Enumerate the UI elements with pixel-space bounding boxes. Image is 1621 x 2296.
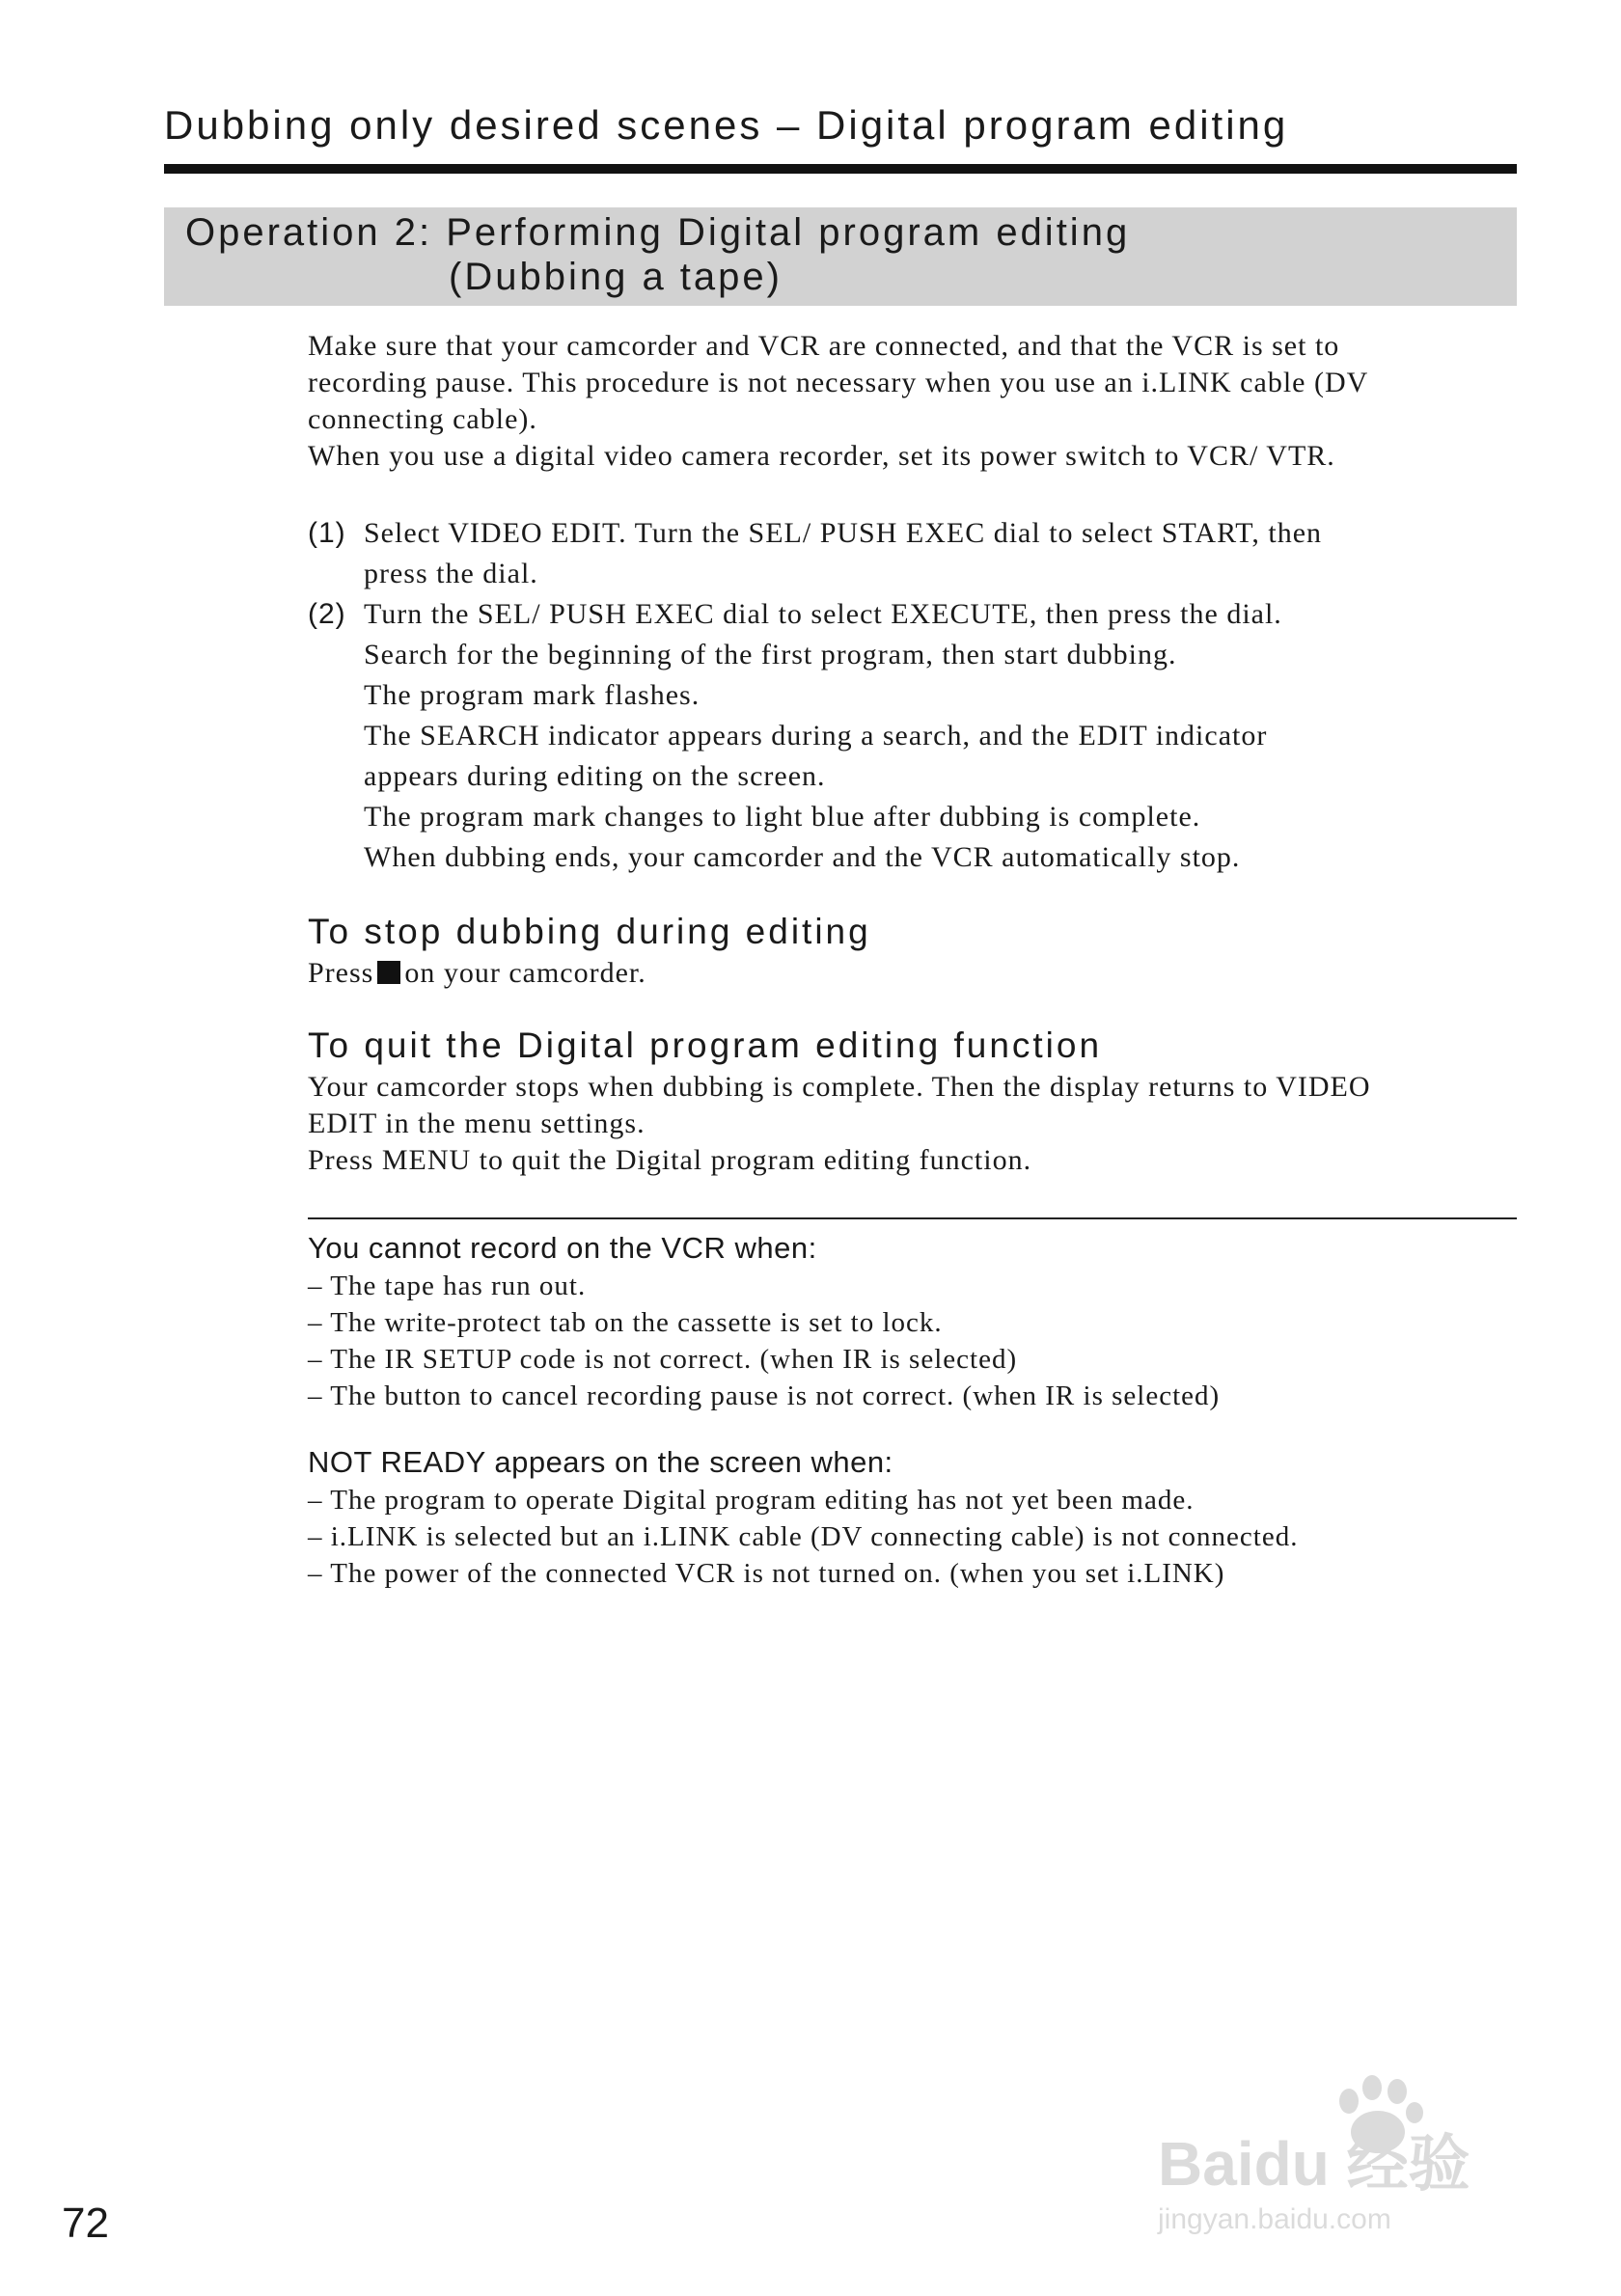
step-line: The program mark flashes. [364,679,701,711]
intro-line: connecting cable). [308,403,537,435]
watermark-url: jingyan.baidu.com [1158,2203,1391,2235]
step-line: The program mark changes to light blue after dubbing is complete. [364,801,1201,833]
quit-function-text [308,1069,1524,1179]
stop-dubbing-heading: To stop dubbing during editing [308,912,871,951]
step-line: Search for the beginning of the first program, then start dubbing. [364,639,1177,670]
step-line: When dubbing ends, your camcorder and the VCR automatically stop. [364,841,1241,873]
quit-line: Your camcorder stops when dubbing is complete. Then the display returns to VIDEO [308,1071,1371,1103]
stop-text-before: Press [308,957,374,989]
step-item [308,513,1524,594]
watermark-brand: Baidu 经验 [1158,2129,1470,2199]
intro-line: recording pause. This procedure is not necessary when you use an i.LINK cable (DV [308,367,1369,398]
step-item [308,594,1524,878]
baidu-watermark-logo [1148,2064,1534,2238]
page-header: Dubbing only desired scenes – Digital program editing [164,102,1289,148]
step-line: appears during editing on the screen. [364,760,826,792]
step-line: press the dial. [364,558,538,589]
header-rule [164,164,1517,174]
note-item: – The tape has run out. [308,1271,587,1301]
intro-line: Make sure that your camcorder and VCR are connected, and that the VCR is set to [308,330,1340,362]
quit-line: Press MENU to quit the Digital program editing function. [308,1144,1032,1176]
note-title: You cannot record on the VCR when: [308,1231,817,1265]
operation-title-line2: (Dubbing a tape) [449,256,783,298]
step-line: The SEARCH indicator appears during a search, and the EDIT indicator [364,720,1268,752]
step-body [364,513,1322,594]
step-body [364,594,1282,878]
notes-divider [308,1217,1517,1219]
note-items [308,1482,1524,1592]
step-line: Turn the SEL/ PUSH EXEC dial to select EXECUTE, then press the dial. [364,598,1282,630]
stop-dubbing-text [308,955,1524,992]
stop-text-after: on your camcorder. [404,957,646,989]
note-block [308,1443,1524,1592]
note-item: – The power of the connected VCR is not turned on. (when you set i.LINK) [308,1558,1225,1589]
operation-title-line1: Operation 2: Performing Digital program editing [185,211,1131,254]
intro-paragraph [308,328,1524,475]
note-item: – i.LINK is selected but an i.LINK cable (DV connecting cable) is not connected. [308,1521,1299,1552]
step-line: Select VIDEO EDIT. Turn the SEL/ PUSH EXEC dial to select START, then [364,517,1323,549]
note-item: – The program to operate Digital program editing has not yet been made. [308,1485,1195,1516]
content [308,328,1524,1592]
note-block [308,1229,1524,1414]
quit-function-heading: To quit the Digital program editing function [308,1025,1103,1065]
quit-line: EDIT in the menu settings. [308,1107,646,1139]
note-item: – The write-protect tab on the cassette is set to lock. [308,1307,943,1338]
step-number: (2) [308,598,346,630]
note-item: – The IR SETUP code is not correct. (when IR is selected) [308,1344,1018,1375]
stop-square-icon [377,961,400,984]
steps-list [308,513,1524,878]
note-item: – The button to cancel recording pause is not correct. (when IR is selected) [308,1380,1221,1411]
note-title: NOT READY appears on the screen when: [308,1445,893,1479]
intro-line: When you use a digital video camera recorder, set its power switch to VCR/ VTR. [308,440,1335,472]
operation-heading-box [164,207,1517,306]
page-number: 72 [62,2200,109,2247]
step-number: (1) [308,517,346,549]
note-items [308,1268,1524,1414]
